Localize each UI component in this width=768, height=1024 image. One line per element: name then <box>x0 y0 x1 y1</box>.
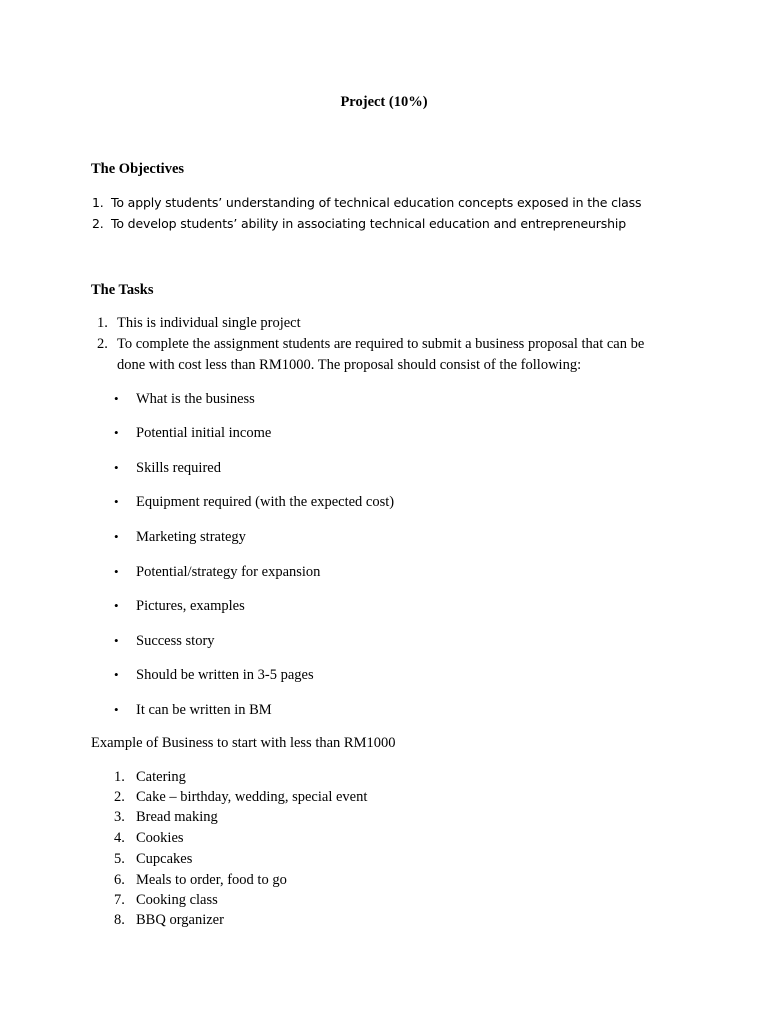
example-number: 2. <box>114 789 125 805</box>
objective-text: To apply students’ understanding of technical education concepts exposed in the class <box>111 195 642 210</box>
bullet-icon: • <box>114 633 119 648</box>
bullet-icon: • <box>114 564 119 579</box>
example-item: Cooking class <box>136 892 218 908</box>
example-item: Catering <box>136 769 186 785</box>
objective-text: To develop students’ ability in associating technical education and entrepreneurship <box>111 216 627 231</box>
bullet-item: Should be written in 3-5 pages <box>136 667 314 683</box>
task-number: 2. <box>97 336 108 352</box>
bullet-item: Pictures, examples <box>136 598 245 614</box>
example-item: Meals to order, food to go <box>136 872 287 888</box>
example-number: 6. <box>114 872 125 888</box>
task-text-continued: done with cost less than RM1000. The proposal should consist of the following: <box>117 357 582 373</box>
objective-number: 2. <box>92 216 104 231</box>
task-number: 1. <box>97 315 108 331</box>
bullet-item: Marketing strategy <box>136 529 246 545</box>
objectives-heading: The Objectives <box>91 161 185 177</box>
bullet-item: Equipment required (with the expected cost) <box>136 494 395 510</box>
example-item: Bread making <box>136 809 218 825</box>
bullet-item: It can be written in BM <box>136 702 272 718</box>
bullet-icon: • <box>114 529 119 544</box>
bullet-item: What is the business <box>136 391 255 407</box>
bullet-item: Potential initial income <box>136 425 272 441</box>
bullet-icon: • <box>114 667 119 682</box>
bullet-icon: • <box>114 391 119 406</box>
tasks-heading: The Tasks <box>91 282 154 298</box>
example-number: 1. <box>114 769 125 785</box>
example-number: 8. <box>114 912 125 928</box>
bullet-item: Potential/strategy for expansion <box>136 564 321 580</box>
examples-intro: Example of Business to start with less than RM1000 <box>91 735 396 751</box>
example-number: 7. <box>114 892 125 908</box>
example-number: 3. <box>114 809 125 825</box>
example-number: 5. <box>114 851 125 867</box>
bullet-icon: • <box>114 460 119 475</box>
task-text: This is individual single project <box>117 315 301 331</box>
example-item: Cupcakes <box>136 851 193 867</box>
bullet-item: Skills required <box>136 460 221 476</box>
example-item: Cake – birthday, wedding, special event <box>136 789 368 805</box>
bullet-icon: • <box>114 598 119 613</box>
example-item: Cookies <box>136 830 184 846</box>
objective-number: 1. <box>92 195 104 210</box>
bullet-item: Success story <box>136 633 215 649</box>
example-item: BBQ organizer <box>136 912 224 928</box>
task-text: To complete the assignment students are required to submit a business proposal that can be <box>117 336 645 352</box>
bullet-icon: • <box>114 702 119 717</box>
page-title: Project (10%) <box>340 94 428 110</box>
bullet-icon: • <box>114 494 119 509</box>
bullet-icon: • <box>114 425 119 440</box>
example-number: 4. <box>114 830 125 846</box>
